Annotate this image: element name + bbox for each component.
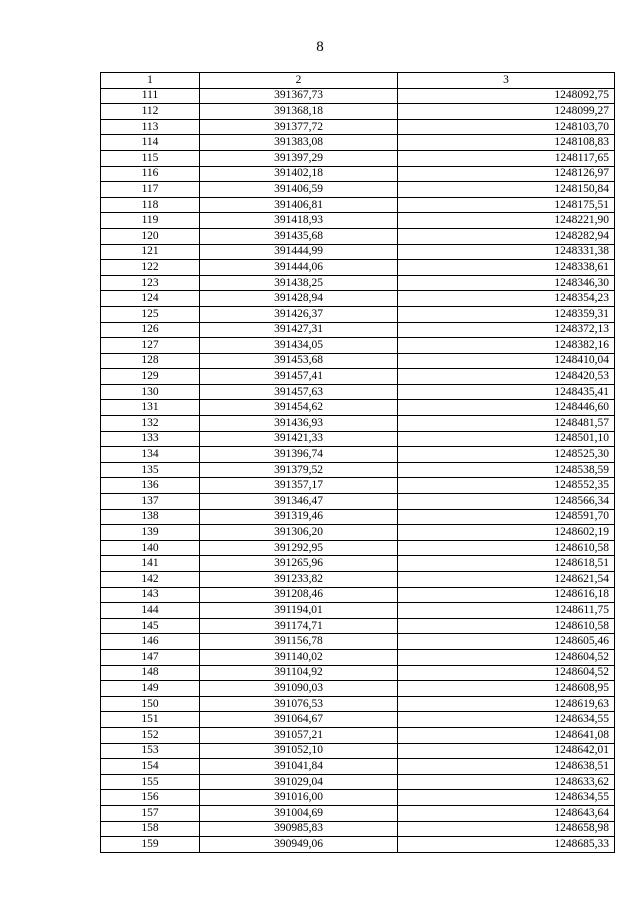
x-coordinate-cell: 391016,00 xyxy=(200,790,398,806)
table-row xyxy=(101,244,615,260)
x-coordinate-cell: 390985,83 xyxy=(200,821,398,837)
table-row xyxy=(101,556,615,572)
table-row xyxy=(101,837,615,853)
y-coordinate-cell: 1248604,52 xyxy=(398,665,615,681)
table-row xyxy=(101,665,615,681)
point-number-cell: 114 xyxy=(101,135,200,151)
x-coordinate-cell: 391306,20 xyxy=(200,525,398,541)
x-coordinate-cell: 391379,52 xyxy=(200,462,398,478)
table-row xyxy=(101,135,615,151)
point-number-cell: 152 xyxy=(101,727,200,743)
x-coordinate-cell: 391406,81 xyxy=(200,197,398,213)
column-header-2: 2 xyxy=(200,73,398,89)
table-row xyxy=(101,618,615,634)
x-coordinate-cell: 391208,46 xyxy=(200,587,398,603)
table-row xyxy=(101,727,615,743)
table-row xyxy=(101,291,615,307)
y-coordinate-cell: 1248221,90 xyxy=(398,213,615,229)
x-coordinate-cell: 391406,59 xyxy=(200,182,398,198)
x-coordinate-cell: 391140,02 xyxy=(200,649,398,665)
y-coordinate-cell: 1248150,84 xyxy=(398,182,615,198)
point-number-cell: 130 xyxy=(101,384,200,400)
y-coordinate-cell: 1248605,46 xyxy=(398,634,615,650)
point-number-cell: 113 xyxy=(101,119,200,135)
point-number-cell: 145 xyxy=(101,618,200,634)
x-coordinate-cell: 391292,95 xyxy=(200,540,398,556)
x-coordinate-cell: 391057,21 xyxy=(200,727,398,743)
table-row xyxy=(101,416,615,432)
table-row xyxy=(101,509,615,525)
table-row xyxy=(101,166,615,182)
x-coordinate-cell: 391346,47 xyxy=(200,494,398,510)
page-number: 8 xyxy=(316,39,324,55)
y-coordinate-cell: 1248566,34 xyxy=(398,494,615,510)
table-row xyxy=(101,228,615,244)
x-coordinate-cell: 391444,06 xyxy=(200,260,398,276)
y-coordinate-cell: 1248634,55 xyxy=(398,712,615,728)
y-coordinate-cell: 1248616,18 xyxy=(398,587,615,603)
point-number-cell: 155 xyxy=(101,774,200,790)
point-number-cell: 117 xyxy=(101,182,200,198)
x-coordinate-cell: 391377,72 xyxy=(200,119,398,135)
y-coordinate-cell: 1248643,64 xyxy=(398,805,615,821)
point-number-cell: 139 xyxy=(101,525,200,541)
table-row xyxy=(101,572,615,588)
x-coordinate-cell: 391438,25 xyxy=(200,275,398,291)
y-coordinate-cell: 1248610,58 xyxy=(398,540,615,556)
y-coordinate-cell: 1248552,35 xyxy=(398,478,615,494)
y-coordinate-cell: 1248354,23 xyxy=(398,291,615,307)
x-coordinate-cell: 391052,10 xyxy=(200,743,398,759)
y-coordinate-cell: 1248621,54 xyxy=(398,572,615,588)
x-coordinate-cell: 391319,46 xyxy=(200,509,398,525)
x-coordinate-cell: 391357,17 xyxy=(200,478,398,494)
x-coordinate-cell: 391156,78 xyxy=(200,634,398,650)
y-coordinate-cell: 1248641,08 xyxy=(398,727,615,743)
x-coordinate-cell: 391435,68 xyxy=(200,228,398,244)
point-number-cell: 128 xyxy=(101,353,200,369)
point-number-cell: 123 xyxy=(101,275,200,291)
y-coordinate-cell: 1248618,51 xyxy=(398,556,615,572)
y-coordinate-cell: 1248634,55 xyxy=(398,790,615,806)
point-number-cell: 134 xyxy=(101,447,200,463)
table-row xyxy=(101,712,615,728)
point-number-cell: 116 xyxy=(101,166,200,182)
table-row xyxy=(101,478,615,494)
table-row xyxy=(101,369,615,385)
table-row xyxy=(101,150,615,166)
table-row xyxy=(101,462,615,478)
point-number-cell: 120 xyxy=(101,228,200,244)
table-row xyxy=(101,790,615,806)
y-coordinate-cell: 1248331,38 xyxy=(398,244,615,260)
y-coordinate-cell: 1248633,62 xyxy=(398,774,615,790)
table-row xyxy=(101,774,615,790)
x-coordinate-cell: 391397,29 xyxy=(200,150,398,166)
point-number-cell: 122 xyxy=(101,260,200,276)
y-coordinate-cell: 1248619,63 xyxy=(398,696,615,712)
y-coordinate-cell: 1248642,01 xyxy=(398,743,615,759)
y-coordinate-cell: 1248591,70 xyxy=(398,509,615,525)
x-coordinate-cell: 391396,74 xyxy=(200,447,398,463)
point-number-cell: 129 xyxy=(101,369,200,385)
x-coordinate-cell: 391427,31 xyxy=(200,322,398,338)
x-coordinate-cell: 391194,01 xyxy=(200,603,398,619)
table-row xyxy=(101,540,615,556)
table-row xyxy=(101,587,615,603)
table-row xyxy=(101,603,615,619)
point-number-cell: 149 xyxy=(101,681,200,697)
x-coordinate-cell: 391383,08 xyxy=(200,135,398,151)
x-coordinate-cell: 391367,73 xyxy=(200,88,398,104)
table-row xyxy=(101,649,615,665)
table-row xyxy=(101,821,615,837)
x-coordinate-cell: 391104,92 xyxy=(200,665,398,681)
x-coordinate-cell: 391457,41 xyxy=(200,369,398,385)
x-coordinate-cell: 391453,68 xyxy=(200,353,398,369)
point-number-cell: 132 xyxy=(101,416,200,432)
point-number-cell: 146 xyxy=(101,634,200,650)
table-row xyxy=(101,384,615,400)
y-coordinate-cell: 1248372,13 xyxy=(398,322,615,338)
y-coordinate-cell: 1248611,75 xyxy=(398,603,615,619)
point-number-cell: 141 xyxy=(101,556,200,572)
point-number-cell: 142 xyxy=(101,572,200,588)
point-number-cell: 137 xyxy=(101,494,200,510)
y-coordinate-cell: 1248126,97 xyxy=(398,166,615,182)
table-row xyxy=(101,759,615,775)
x-coordinate-cell: 391444,99 xyxy=(200,244,398,260)
point-number-cell: 135 xyxy=(101,462,200,478)
x-coordinate-cell: 391428,94 xyxy=(200,291,398,307)
point-number-cell: 147 xyxy=(101,649,200,665)
table-header-row xyxy=(101,73,615,89)
table-row xyxy=(101,743,615,759)
x-coordinate-cell: 391041,84 xyxy=(200,759,398,775)
table-row xyxy=(101,525,615,541)
point-number-cell: 118 xyxy=(101,197,200,213)
column-header-1: 1 xyxy=(101,73,200,89)
point-number-cell: 124 xyxy=(101,291,200,307)
x-coordinate-cell: 391418,93 xyxy=(200,213,398,229)
point-number-cell: 153 xyxy=(101,743,200,759)
table-row xyxy=(101,322,615,338)
point-number-cell: 131 xyxy=(101,400,200,416)
point-number-cell: 112 xyxy=(101,104,200,120)
x-coordinate-cell: 391368,18 xyxy=(200,104,398,120)
x-coordinate-cell: 391454,62 xyxy=(200,400,398,416)
y-coordinate-cell: 1248685,33 xyxy=(398,837,615,853)
table-row xyxy=(101,447,615,463)
x-coordinate-cell: 391174,71 xyxy=(200,618,398,634)
table-row xyxy=(101,696,615,712)
y-coordinate-cell: 1248359,31 xyxy=(398,306,615,322)
table-row xyxy=(101,275,615,291)
table-row xyxy=(101,353,615,369)
y-coordinate-cell: 1248608,95 xyxy=(398,681,615,697)
y-coordinate-cell: 1248610,58 xyxy=(398,618,615,634)
table-row xyxy=(101,119,615,135)
y-coordinate-cell: 1248099,27 xyxy=(398,104,615,120)
point-number-cell: 121 xyxy=(101,244,200,260)
x-coordinate-cell: 391064,67 xyxy=(200,712,398,728)
y-coordinate-cell: 1248103,70 xyxy=(398,119,615,135)
table-row xyxy=(101,805,615,821)
table-row xyxy=(101,197,615,213)
table-row xyxy=(101,104,615,120)
y-coordinate-cell: 1248117,65 xyxy=(398,150,615,166)
point-number-cell: 156 xyxy=(101,790,200,806)
table-row xyxy=(101,182,615,198)
point-number-cell: 144 xyxy=(101,603,200,619)
point-number-cell: 143 xyxy=(101,587,200,603)
x-coordinate-cell: 390949,06 xyxy=(200,837,398,853)
x-coordinate-cell: 391426,37 xyxy=(200,306,398,322)
point-number-cell: 136 xyxy=(101,478,200,494)
y-coordinate-cell: 1248501,10 xyxy=(398,431,615,447)
x-coordinate-cell: 391436,93 xyxy=(200,416,398,432)
y-coordinate-cell: 1248282,94 xyxy=(398,228,615,244)
point-number-cell: 154 xyxy=(101,759,200,775)
y-coordinate-cell: 1248638,51 xyxy=(398,759,615,775)
y-coordinate-cell: 1248658,98 xyxy=(398,821,615,837)
point-number-cell: 151 xyxy=(101,712,200,728)
table-row xyxy=(101,306,615,322)
y-coordinate-cell: 1248382,16 xyxy=(398,338,615,354)
x-coordinate-cell: 391434,05 xyxy=(200,338,398,354)
y-coordinate-cell: 1248604,52 xyxy=(398,649,615,665)
x-coordinate-cell: 391233,82 xyxy=(200,572,398,588)
coordinates-table xyxy=(100,72,615,853)
y-coordinate-cell: 1248346,30 xyxy=(398,275,615,291)
y-coordinate-cell: 1248175,51 xyxy=(398,197,615,213)
point-number-cell: 158 xyxy=(101,821,200,837)
point-number-cell: 119 xyxy=(101,213,200,229)
column-header-3: 3 xyxy=(398,73,615,89)
point-number-cell: 126 xyxy=(101,322,200,338)
y-coordinate-cell: 1248338,61 xyxy=(398,260,615,276)
point-number-cell: 115 xyxy=(101,150,200,166)
y-coordinate-cell: 1248446,60 xyxy=(398,400,615,416)
x-coordinate-cell: 391004,69 xyxy=(200,805,398,821)
point-number-cell: 140 xyxy=(101,540,200,556)
point-number-cell: 138 xyxy=(101,509,200,525)
point-number-cell: 148 xyxy=(101,665,200,681)
point-number-cell: 133 xyxy=(101,431,200,447)
x-coordinate-cell: 391421,33 xyxy=(200,431,398,447)
point-number-cell: 125 xyxy=(101,306,200,322)
point-number-cell: 127 xyxy=(101,338,200,354)
y-coordinate-cell: 1248108,83 xyxy=(398,135,615,151)
y-coordinate-cell: 1248420,53 xyxy=(398,369,615,385)
table-row xyxy=(101,494,615,510)
y-coordinate-cell: 1248602,19 xyxy=(398,525,615,541)
table-row xyxy=(101,88,615,104)
table-row xyxy=(101,213,615,229)
x-coordinate-cell: 391029,04 xyxy=(200,774,398,790)
table-row xyxy=(101,681,615,697)
point-number-cell: 111 xyxy=(101,88,200,104)
table-row xyxy=(101,338,615,354)
x-coordinate-cell: 391457,63 xyxy=(200,384,398,400)
x-coordinate-cell: 391090,03 xyxy=(200,681,398,697)
y-coordinate-cell: 1248481,57 xyxy=(398,416,615,432)
point-number-cell: 157 xyxy=(101,805,200,821)
point-number-cell: 159 xyxy=(101,837,200,853)
point-number-cell: 150 xyxy=(101,696,200,712)
table-row xyxy=(101,634,615,650)
x-coordinate-cell: 391265,96 xyxy=(200,556,398,572)
table-body xyxy=(101,88,615,852)
x-coordinate-cell: 391402,18 xyxy=(200,166,398,182)
y-coordinate-cell: 1248525,30 xyxy=(398,447,615,463)
table-row xyxy=(101,431,615,447)
table-row xyxy=(101,260,615,276)
y-coordinate-cell: 1248538,59 xyxy=(398,462,615,478)
x-coordinate-cell: 391076,53 xyxy=(200,696,398,712)
y-coordinate-cell: 1248092,75 xyxy=(398,88,615,104)
y-coordinate-cell: 1248410,04 xyxy=(398,353,615,369)
y-coordinate-cell: 1248435,41 xyxy=(398,384,615,400)
table-row xyxy=(101,400,615,416)
